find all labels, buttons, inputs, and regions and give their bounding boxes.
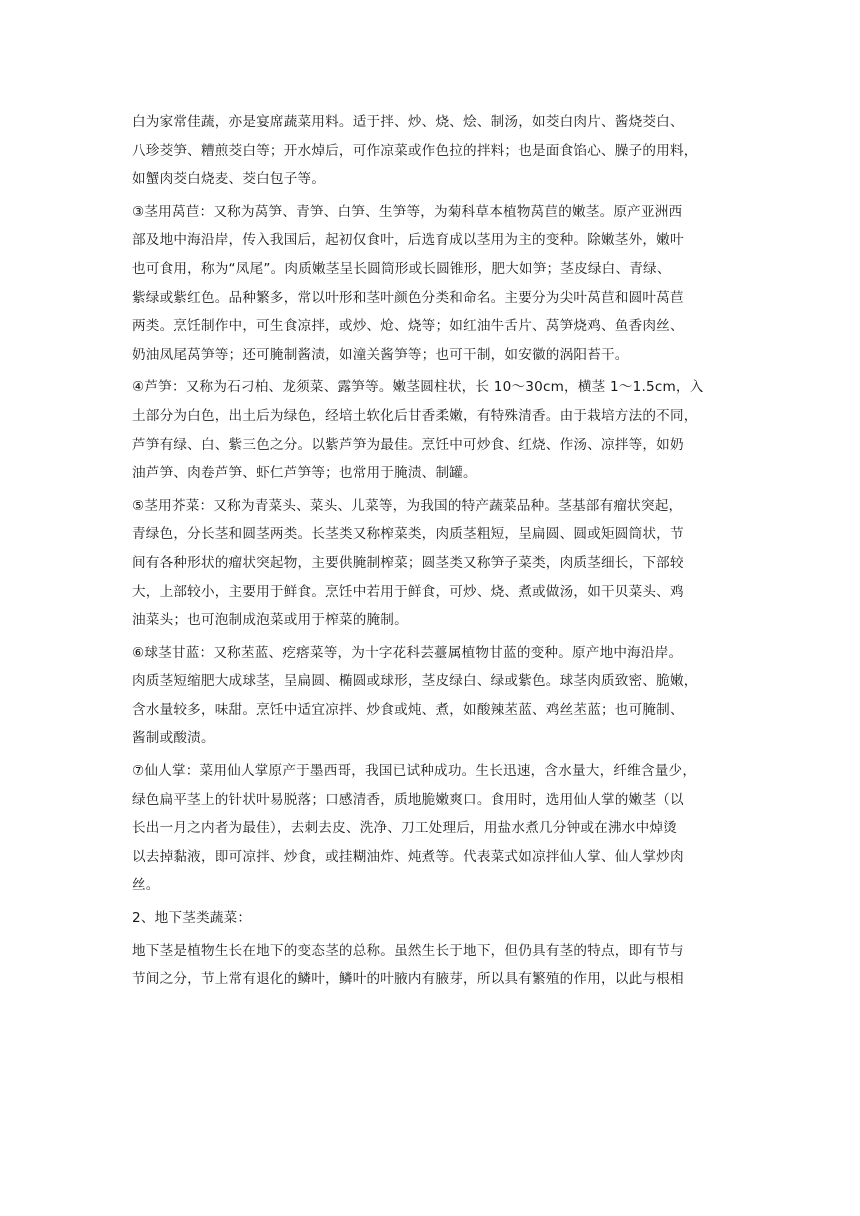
text-line: 肉质茎短缩肥大成球茎，呈扁圆、椭圆或球形，茎皮绿白、绿或紫色。球茎肉质致密、脆嫩，	[132, 673, 698, 690]
paragraph-lusun	[132, 373, 732, 487]
text-line: ③茎用莴苣：又称为莴笋、青笋、白笋、生笋等，为菊科草本植物莴苣的嫩茎。原产亚洲西	[132, 203, 683, 220]
document-body	[132, 108, 732, 994]
text-line: 白为家常佳蔬，亦是宴席蔬菜用料。适于拌、炒、烧、烩、制汤，如茭白肉片、酱烧茭白、	[132, 114, 684, 130]
text-line: 也可食用，称为“凤尾”。肉质嫩茎呈长圆筒形或长圆锥形，肥大如笋；茎皮绿白、青绿、	[132, 260, 671, 277]
text-line: 以去掉黏液，即可凉拌、炒食，或挂糊油炸、炖煮等。代表菜式如凉拌仙人掌、仙人掌炒肉	[132, 848, 684, 865]
section-heading-underground	[132, 904, 732, 933]
text-line: 八珍茭笋、糟煎茭白等；开水焯后，可作凉菜或作色拉的拌料；也是面食馅心、臊子的用料，	[132, 142, 698, 159]
paragraph-underground-intro	[132, 937, 732, 994]
text-line: 绿色扁平茎上的针状叶易脱落；口感清香，质地脆嫩爽口。食用时，选用仙人掌的嫩茎（以	[132, 791, 684, 808]
text-line: 间有各种形状的瘤状突起物，主要供腌制榨菜；圆茎类又称笋子菜类，肉质茎细长，下部较	[132, 554, 684, 571]
text-line: 芦笋有绿、白、紫三色之分。以紫芦笋为最佳。烹饪中可炒食、红烧、作汤、凉拌等，如奶	[132, 436, 684, 453]
text-line: 含水量较多，味甜。烹饪中适宜凉拌、炒食或炖、煮，如酸辣苤蓝、鸡丝苤蓝；也可腌制、	[132, 701, 684, 718]
paragraph-jiaobai	[132, 108, 732, 194]
text-line: 紫绿或紫红色。品种繁多，常以叶形和茎叶颜色分类和命名。主要分为尖叶莴苣和圆叶莴苣	[132, 289, 684, 306]
paragraph-jiecai	[132, 492, 732, 635]
text-line: 长出一月之内者为最佳），去刺去皮、洗净、刀工处理后，用盐水煮几分钟或在沸水中焯烫	[132, 820, 677, 837]
text-line: ⑦仙人掌：菜用仙人掌原产于墨西哥，我国已试种成功。生长迅速，含水量大，纤维含量少，	[132, 763, 697, 780]
text-line: 土部分为白色，出土后为绿色，经培土软化后甘香柔嫩，有特殊清香。由于栽培方法的不同，	[132, 407, 698, 424]
text-line: 酱制或酸渍。	[132, 730, 215, 747]
text-line: ⑥球茎甘蓝：又称苤蓝、疙瘩菜等，为十字花科芸薹属植物甘蓝的变种。原产地中海沿岸。	[132, 644, 683, 661]
text-line: 油菜头；也可泡制成泡菜或用于榨菜的腌制。	[132, 612, 408, 629]
text-line: 两类。烹饪制作中，可生食凉拌，或炒、炝、烧等；如红油牛舌片、莴笋烧鸡、鱼香肉丝、	[132, 318, 684, 335]
section-heading: 2、地下茎类蔬菜：	[132, 910, 252, 927]
paragraph-ganlan	[132, 639, 732, 753]
text-line: 部及地中海沿岸，传入我国后，起初仅食叶，后选育成以茎用为主的变种。除嫩茎外，嫩叶	[132, 232, 684, 249]
paragraph-xianrenzhang	[132, 757, 732, 900]
text-line: 油芦笋、肉卷芦笋、虾仁芦笋等；也常用于腌渍、制罐。	[132, 465, 477, 482]
text-line: 大，上部较小，主要用于鲜食。烹饪中若用于鲜食，可炒、烧、煮或做汤，如干贝菜头、鸡	[132, 583, 684, 600]
text-line: 地下茎是植物生长在地下的变态茎的总称。虽然生长于地下，但仍具有茎的特点，即有节与	[132, 942, 684, 959]
text-line: 青绿色，分长茎和圆茎两类。长茎类又称榨菜类，肉质茎粗短，呈扁圆、圆或矩圆筒状，节	[132, 526, 684, 543]
text-line: 如蟹肉茭白烧麦、茭白包子等。	[132, 171, 326, 188]
text-line: 丝。	[132, 877, 160, 894]
text-line: 奶油凤尾莴笋等；还可腌制酱渍，如潼关酱笋等；也可干制，如安徽的涡阳苔干。	[132, 346, 629, 363]
paragraph-wosun	[132, 198, 732, 370]
text-line: ⑤茎用芥菜：又称为青菜头、菜头、儿菜等，为我国的特产蔬菜品种。茎基部有瘤状突起，	[132, 497, 683, 514]
text-line: ④芦笋：又称为石刁柏、龙须菜、露笋等。嫩茎圆柱状，长 10～30cm，横茎 1～1.5cm，入	[132, 379, 704, 396]
text-line: 节间之分，节上常有退化的鳞叶，鳞叶的叶腋内有腋芽，所以具有繁殖的作用，以此与根相	[132, 971, 684, 988]
